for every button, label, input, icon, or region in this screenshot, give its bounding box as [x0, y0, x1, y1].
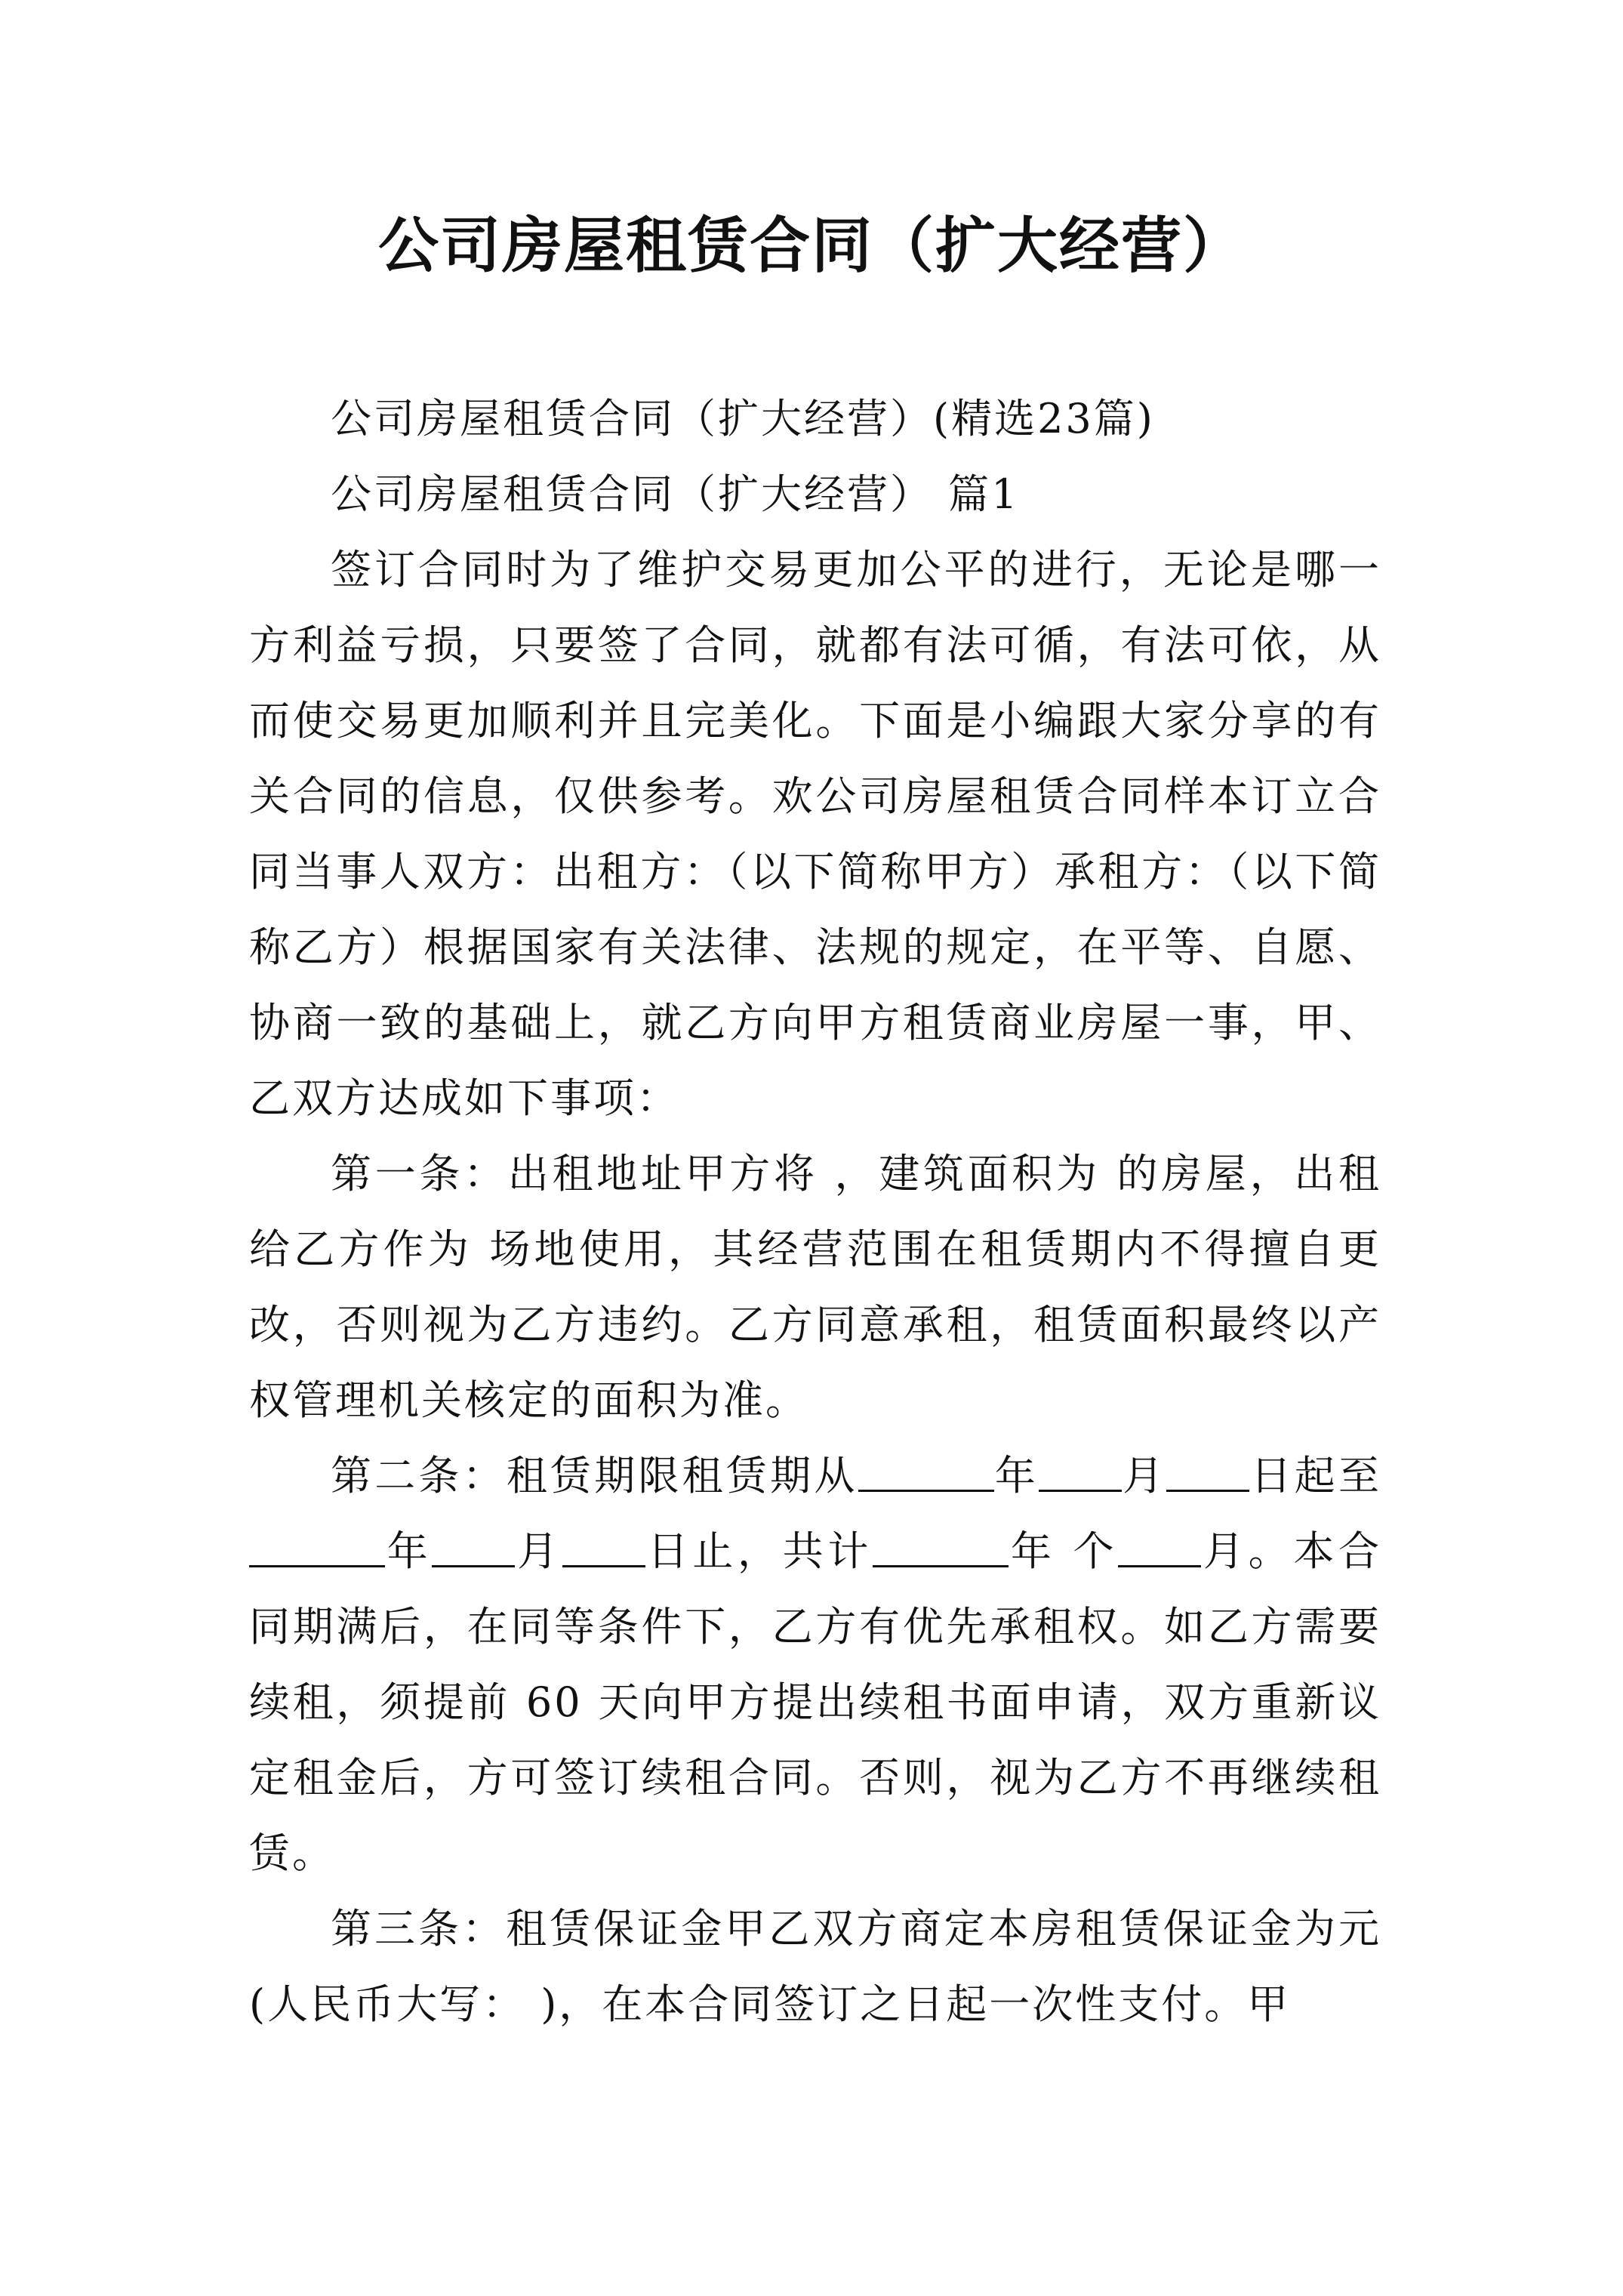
- document-body: [249, 381, 1381, 2042]
- article-2-text: 月: [515, 1527, 562, 1575]
- fill-blank: [1166, 1453, 1249, 1492]
- article-2-text: 年: [385, 1527, 433, 1575]
- fill-blank: [432, 1528, 515, 1567]
- article-2-text: 月: [1121, 1452, 1167, 1499]
- article-2: [249, 1438, 1381, 1891]
- fill-blank: [562, 1528, 645, 1567]
- fill-blank: [1039, 1453, 1122, 1492]
- fill-blank: [873, 1528, 1009, 1567]
- intro-paragraph: 签订合同时为了维护交易更加公平的进行，无论是哪一方利益亏损，只要签了合同，就都有法可循，有法可依，从而使交易更加顺利并且完美化。下面是小编跟大家分享的有关合同的信息，仅供参考。欢公司房屋租赁合同样本订立合同当事人双方：出租方：（以下简称甲方）承租方：（以下简称乙方）根据国家有关法律、法规的规定，在平等、自愿、协商一致的基础上，就乙方向甲方租赁商业房屋一事，甲、乙双方达成如下事项：: [249, 546, 1381, 1122]
- fill-blank: [1118, 1528, 1201, 1567]
- article-2-text: 日起至: [1249, 1452, 1382, 1499]
- article-2-text: 年 个: [1009, 1527, 1119, 1575]
- article-3: 第三条：租赁保证金甲乙双方商定本房租赁保证金为元(人民币大写： )，在本合同签订之日起一次性支付。甲: [249, 1905, 1381, 2028]
- article-2-text: 年: [993, 1452, 1039, 1499]
- subtitle-line: 公司房屋租赁合同（扩大经营）(精选23篇): [331, 395, 1155, 442]
- article-2-text: 月。: [1201, 1527, 1294, 1575]
- article-2-text: 本合同期满后，在同等条件下，乙方有优先承租权。如乙方需要续租，须提前 60 天向甲方提出续租书面申请，双方重新议定租金后，方可签订续租合同。否则，视为乙方不再继续租赁。: [249, 1527, 1382, 1877]
- article-2-text: 日止，共计: [645, 1527, 873, 1575]
- section-heading: 公司房屋租赁合同（扩大经营） 篇1: [331, 470, 1020, 518]
- fill-blank: [858, 1453, 994, 1492]
- article-2-text: 第二条：租赁期限租赁期从: [331, 1452, 858, 1499]
- document-title: 公司房屋租赁合同（扩大经营）: [378, 210, 1245, 281]
- article-1: 第一条：出租地址甲方将 ，建筑面积为 的房屋，出租给乙方作为 场地使用，其经营范围在租赁期内不得擅自更改，否则视为乙方违约。乙方同意承租，租赁面积最终以产权管理机关核定的面积为准。: [249, 1150, 1381, 1424]
- fill-blank: [249, 1528, 385, 1567]
